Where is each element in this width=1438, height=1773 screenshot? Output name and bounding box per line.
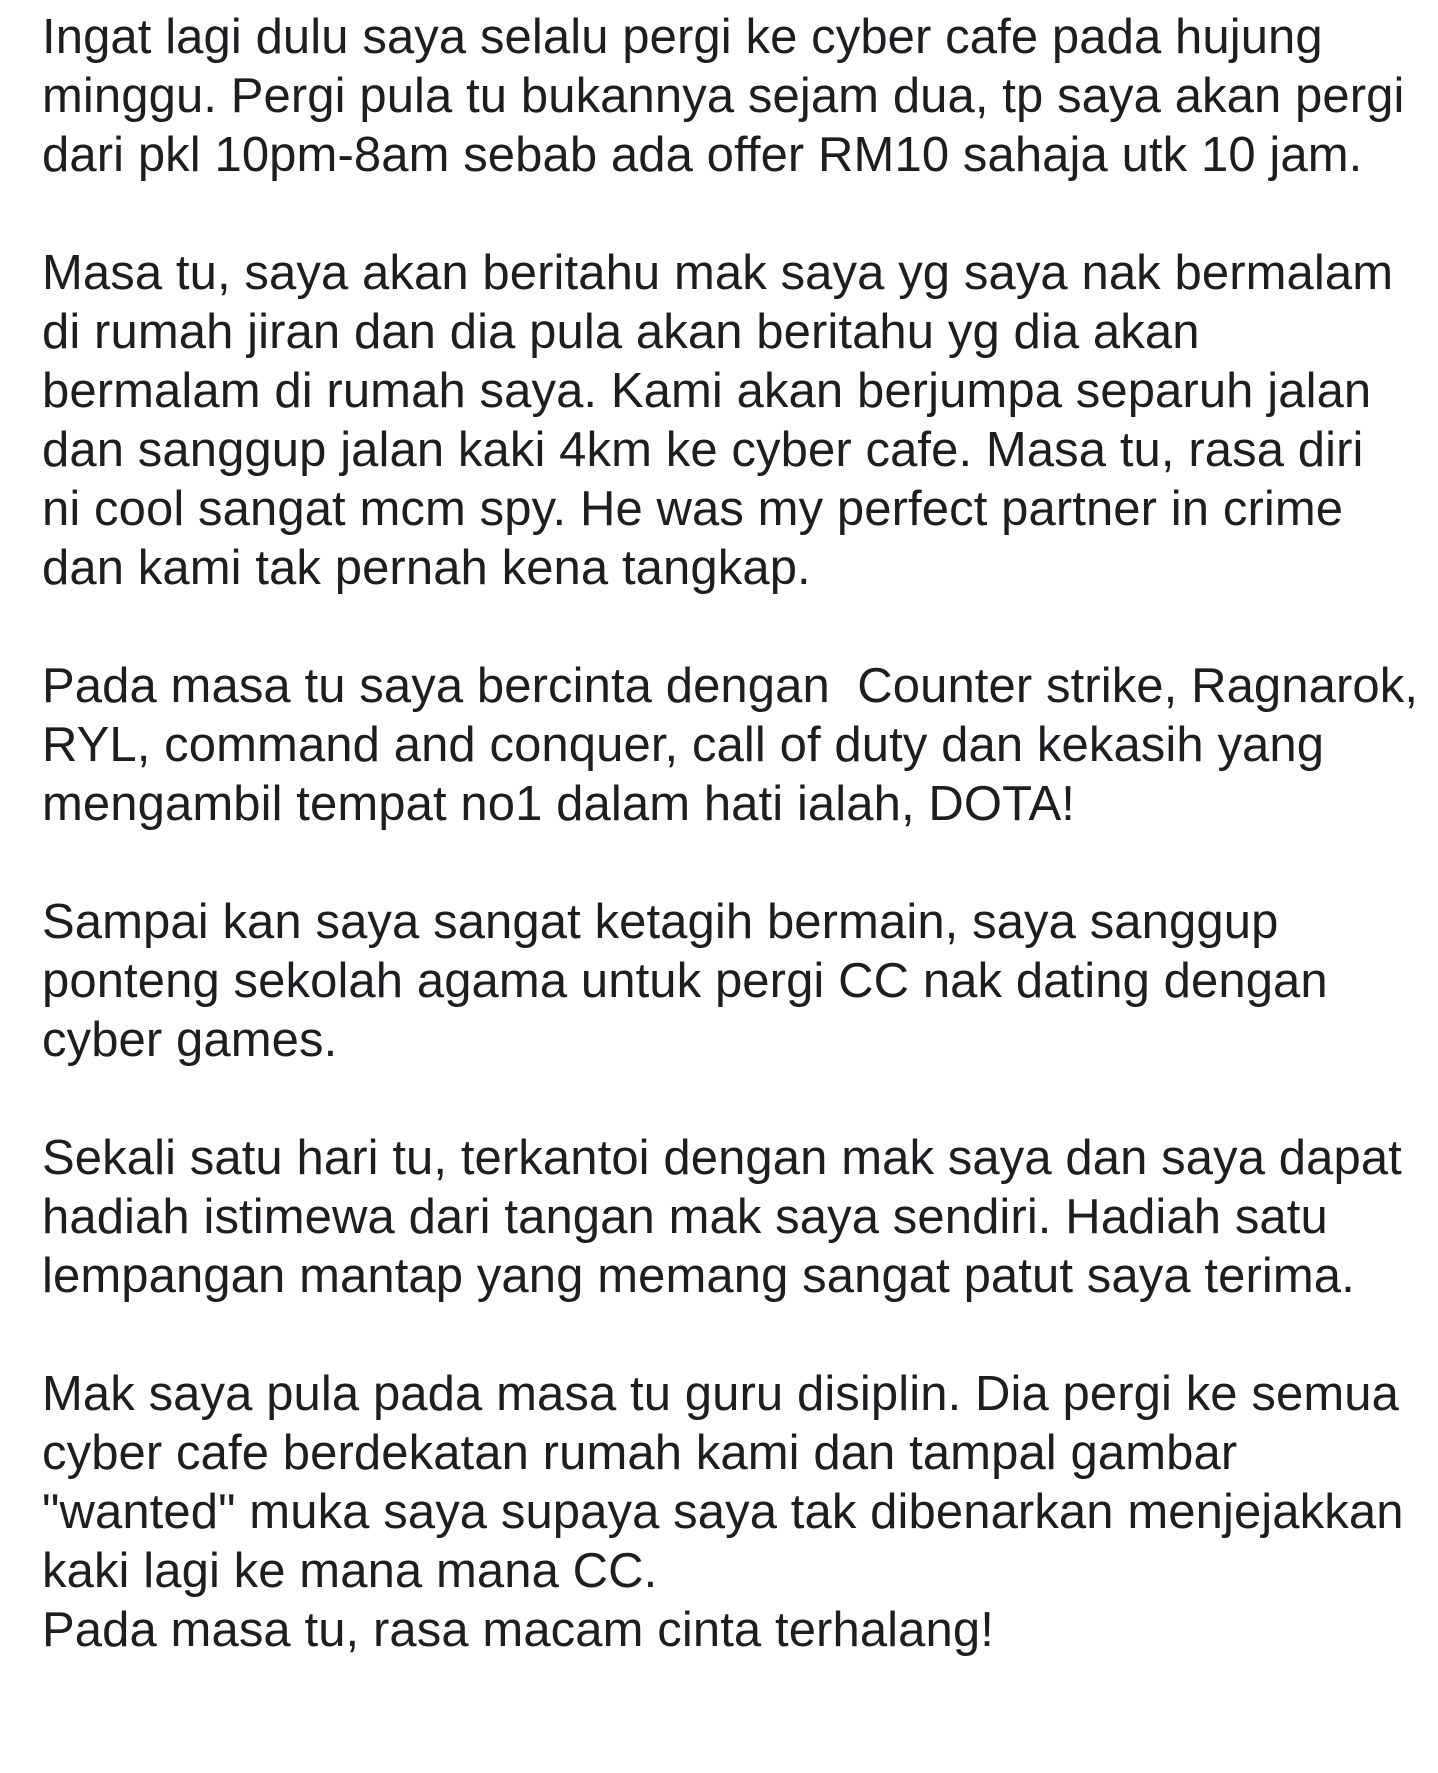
post-text-line: Ingat lagi dulu saya selalu pergi ke cyber cafe pada hujung bbox=[42, 10, 1323, 64]
post-text-line: Pada masa tu saya bercinta dengan Counter strike, Ragnarok, bbox=[42, 659, 1419, 713]
post-text-line: RYL, command and conquer, call of duty dan kekasih yang bbox=[42, 718, 1325, 772]
post-paragraph bbox=[42, 893, 1422, 1070]
post-text-line: dan kami tak pernah kena tangkap. bbox=[42, 541, 811, 595]
post-text-line: Mak saya pula pada masa tu guru disiplin. Dia pergi ke semua bbox=[42, 1367, 1399, 1421]
post-text-line: Sampai kan saya sangat ketagih bermain, saya sanggup bbox=[42, 895, 1279, 949]
post-text-line: minggu. Pergi pula tu bukannya sejam dua, tp saya akan pergi bbox=[42, 69, 1405, 123]
post-text-line: hadiah istimewa dari tangan mak saya sendiri. Hadiah satu bbox=[42, 1190, 1328, 1244]
post-text-line: mengambil tempat no1 dalam hati ialah, DOTA! bbox=[42, 777, 1075, 831]
post-text-line: Masa tu, saya akan beritahu mak saya yg saya nak bermalam bbox=[42, 246, 1394, 300]
post-text-line: lempangan mantap yang memang sangat patut saya terima. bbox=[42, 1249, 1355, 1303]
post-text-line: Sekali satu hari tu, terkantoi dengan mak saya dan saya dapat bbox=[42, 1131, 1402, 1185]
post-paragraph bbox=[42, 1365, 1422, 1660]
post-text-line: dan sanggup jalan kaki 4km ke cyber cafe. Masa tu, rasa diri bbox=[42, 423, 1364, 477]
post-text-line: "wanted" muka saya supaya saya tak dibenarkan menjejakkan bbox=[42, 1485, 1404, 1539]
post-text-line: kaki lagi ke mana mana CC. bbox=[42, 1544, 658, 1598]
post-text-line: cyber cafe berdekatan rumah kami dan tampal gambar bbox=[42, 1426, 1238, 1480]
post-paragraph bbox=[42, 8, 1422, 185]
post-paragraph bbox=[42, 1129, 1422, 1306]
post-text-line: ni cool sangat mcm spy. He was my perfect partner in crime bbox=[42, 482, 1344, 536]
post-text-line: dari pkl 10pm-8am sebab ada offer RM10 sahaja utk 10 jam. bbox=[42, 128, 1363, 182]
post-text-line: bermalam di rumah saya. Kami akan berjumpa separuh jalan bbox=[42, 364, 1372, 418]
post-paragraph bbox=[42, 244, 1422, 598]
post-body bbox=[42, 8, 1422, 1660]
post-text-line: di rumah jiran dan dia pula akan beritahu yg dia akan bbox=[42, 305, 1200, 359]
post-text-line: ponteng sekolah agama untuk pergi CC nak dating dengan bbox=[42, 954, 1328, 1008]
post-paragraph bbox=[42, 657, 1422, 834]
post-text-line: Pada masa tu, rasa macam cinta terhalang! bbox=[42, 1603, 994, 1657]
post-text-line: cyber games. bbox=[42, 1013, 338, 1067]
